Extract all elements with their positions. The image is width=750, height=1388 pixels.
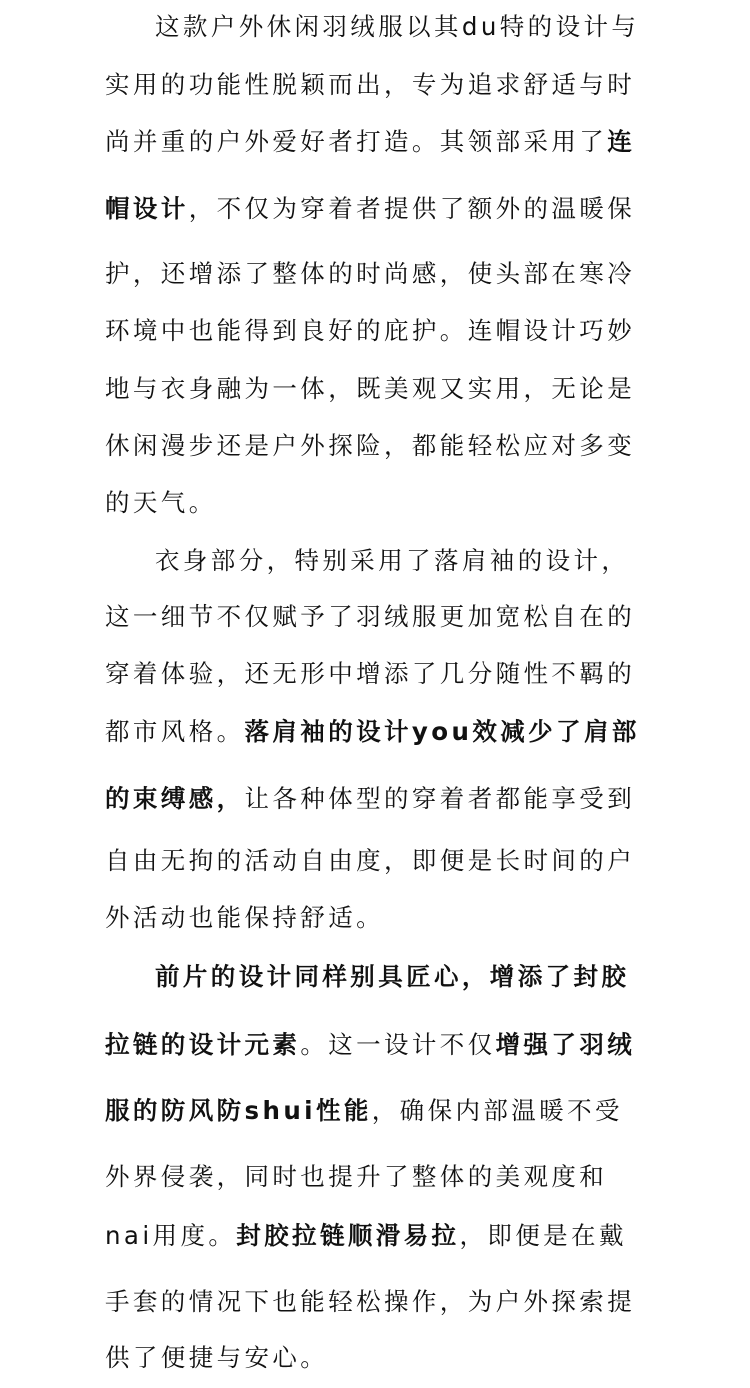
paragraph-line: [105, 712, 665, 752]
bold-text: 拉链的设计元素: [105, 1030, 301, 1059]
paragraph-line: [105, 1157, 665, 1197]
text: ，确保内部温暖不受: [371, 1096, 623, 1125]
paragraph-line: [105, 597, 665, 637]
text: 实用的功能性脱颖而出，专为追求舒适与时: [105, 70, 636, 99]
paragraph-line: [105, 898, 665, 938]
paragraph-first-line: [155, 541, 665, 581]
paragraph-line: [105, 369, 665, 409]
text: 尚并重的户外爱好者打造。其领部采用了: [105, 127, 608, 156]
bold-text: 前片的设计同样别具匠心，增添了封胶: [155, 962, 630, 991]
paragraph-line: [105, 426, 665, 466]
paragraph-line: [105, 654, 665, 694]
paragraph-line: [105, 483, 665, 523]
text: 都市风格。: [105, 717, 245, 746]
bold-text: 落肩袖的设计you效减少了肩部: [244, 717, 640, 746]
text: 的天气。: [105, 488, 217, 517]
text: 外活动也能保持舒适。: [105, 903, 384, 932]
text: 环境中也能得到良好的庇护。连帽设计巧妙: [105, 316, 636, 345]
text: 自由无拘的活动自由度，即便是长时间的户: [105, 846, 636, 875]
paragraph-line: [105, 1282, 665, 1322]
bold-text: 帽设计: [105, 194, 189, 223]
text: 供了便捷与安心。: [105, 1343, 329, 1372]
text: 休闲漫步还是户外探险，都能轻松应对多变: [105, 431, 636, 460]
text: ，即便是在戴: [459, 1221, 627, 1250]
text: 穿着体验，还无形中增添了几分随性不羁的: [105, 659, 636, 688]
paragraph-line: [105, 122, 665, 162]
text: 衣身部分，特别采用了落肩袖的设计，: [155, 546, 630, 575]
text: nai用度。: [105, 1221, 237, 1250]
bold-text: 连: [607, 127, 636, 156]
text: 。这一设计不仅: [300, 1030, 496, 1059]
text: 让各种体型的穿着者都能享受到: [244, 784, 636, 813]
paragraph-line: [105, 1091, 665, 1131]
bold-text: 的束缚感，: [105, 784, 245, 813]
paragraph-line: [105, 1216, 665, 1256]
paragraph-line: [105, 189, 665, 229]
text: 手套的情况下也能轻松操作，为户外探索提: [105, 1287, 636, 1316]
text: 外界侵袭，同时也提升了整体的美观度和: [105, 1162, 608, 1191]
paragraph-line: [105, 779, 665, 819]
paragraph-line: [105, 254, 665, 294]
bold-text: 增强了羽绒: [495, 1030, 636, 1059]
paragraph-line: [105, 311, 665, 351]
text: 护，还增添了整体的时尚感，使头部在寒冷: [105, 259, 636, 288]
text: 这一细节不仅赋予了羽绒服更加宽松自在的: [105, 602, 636, 631]
bold-text: 服的防风防shui性能: [105, 1096, 372, 1125]
paragraph-line: [105, 1025, 665, 1065]
text: ，不仅为穿着者提供了额外的温暖保: [188, 194, 636, 223]
paragraph-line: [105, 841, 665, 881]
text: 这款户外休闲羽绒服以其du特的设计与: [155, 12, 640, 41]
paragraph-first-line: [155, 7, 665, 47]
paragraph-line: [105, 1338, 665, 1378]
text: 地与衣身融为一体，既美观又实用，无论是: [105, 374, 636, 403]
bold-text: 封胶拉链顺滑易拉: [236, 1221, 460, 1250]
paragraph-first-line: [155, 957, 665, 997]
paragraph-line: [105, 65, 665, 105]
